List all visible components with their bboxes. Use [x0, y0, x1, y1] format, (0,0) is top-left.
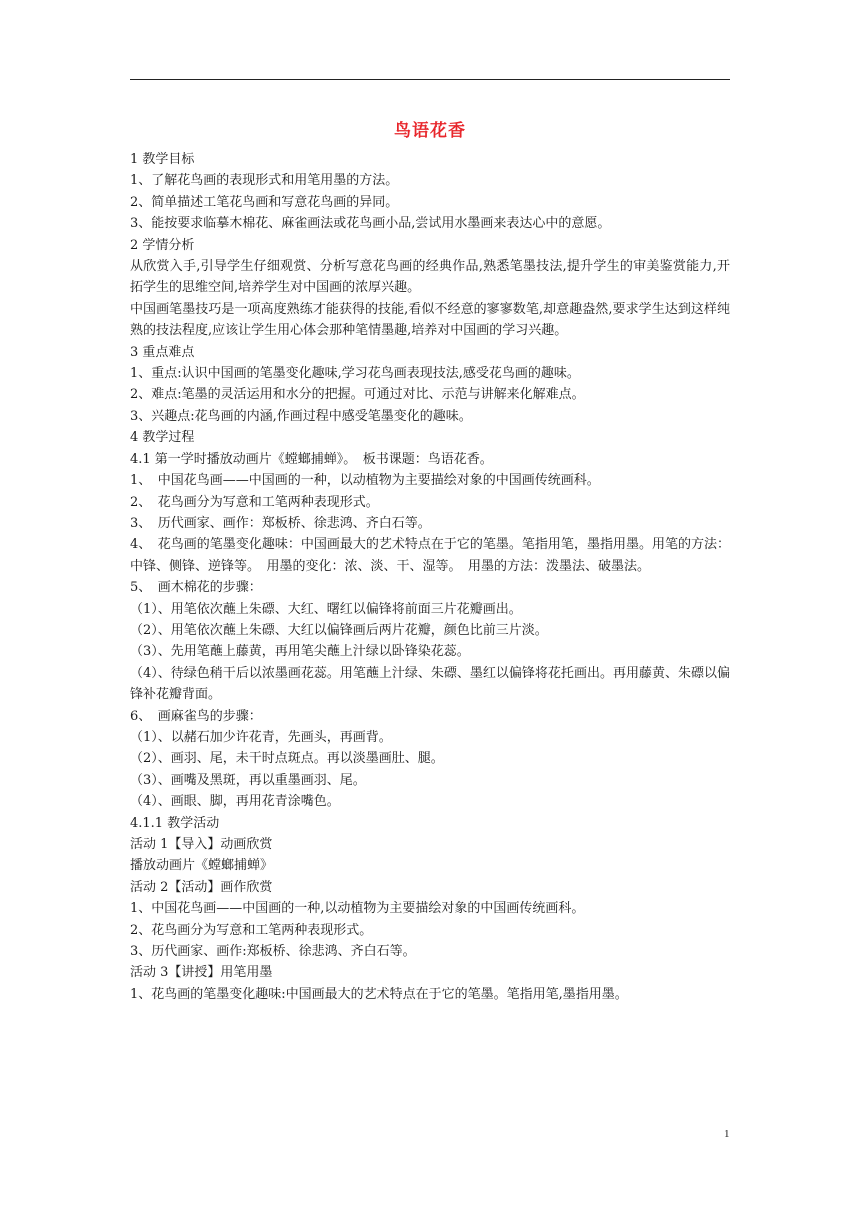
paragraph: 4.1 第一学时播放动画片《螳螂捕蝉》。 板书课题：鸟语花香。 [130, 451, 493, 467]
paragraph: 3、 历代画家、画作：郑板桥、徐悲鸿、齐白石等。 [130, 515, 431, 531]
paragraph: （4）、待绿色稍干后以浓墨画花蕊。用笔蘸上汁绿、朱磦、墨红以偏锋将花托画出。再用藤黄、朱磦以偏锋补花瓣背面。 [130, 665, 730, 703]
page-number: 1 [724, 1128, 730, 1140]
paragraph: 1、中国花鸟画——中国画的一种,以动植物为主要描绘对象的中国画传统画科。 [130, 901, 585, 917]
document-title: 鸟语花香 [394, 121, 466, 141]
paragraph: 播放动画片《螳螂捕蝉》 [130, 858, 274, 874]
paragraph: （2）、用笔依次蘸上朱磦、大红以偏锋画后两片花瓣，颜色比前三片淡。 [130, 622, 548, 638]
paragraph: 2、难点:笔墨的灵活运用和水分的把握。可通过对比、示范与讲解来化解难点。 [130, 387, 585, 403]
paragraph: （1）、用笔依次蘸上朱磦、大红、曙红以偏锋将前面三片花瓣画出。 [130, 601, 522, 617]
paragraph: 活动 2【活动】画作欣赏 [130, 879, 273, 895]
paragraph: 2、简单描述工笔花鸟画和写意花鸟画的异同。 [130, 194, 399, 210]
paragraph: 活动 1【导入】动画欣赏 [130, 837, 273, 852]
section-heading: 4 教学过程 [130, 430, 195, 446]
paragraph: 1、了解花鸟画的表现形式和用笔用墨的方法。 [130, 173, 399, 189]
section-heading: 1 教学目标 [130, 152, 195, 167]
paragraph: 从欣赏入手,引导学生仔细观赏、分析写意花鸟画的经典作品,熟悉笔墨技法,提升学生的审美鉴赏能力,开拓学生的思维空间,培养学生对中国画的浓厚兴趣。 [130, 259, 730, 296]
paragraph: 6、 画麻雀鸟的步骤： [130, 708, 262, 724]
paragraph: 3、兴趣点:花鸟画的内涵,作画过程中感受笔墨变化的趣味。 [130, 408, 472, 424]
document-body [130, 149, 730, 1005]
paragraph: （2）、画羽、尾，未干时点斑点。再以淡墨画肚、腿。 [130, 751, 444, 767]
paragraph: 2、 花鸟画分为写意和工笔两种表现形式。 [130, 494, 379, 510]
paragraph: 3、能按要求临摹木棉花、麻雀画法或花鸟画小品,尝试用水墨画来表达心中的意愿。 [130, 216, 611, 232]
header-rule [130, 79, 730, 80]
paragraph: 2、花鸟画分为写意和工笔两种表现形式。 [130, 922, 373, 938]
paragraph: （3）、先用笔蘸上藤黄，再用笔尖蘸上汁绿以卧锋染花蕊。 [130, 644, 470, 660]
paragraph: （1）、以赭石加少许花青，先画头，再画背。 [130, 729, 392, 745]
paragraph: 1、 中国花鸟画——中国画的一种，以动植物为主要描绘对象的中国画传统画科。 [130, 473, 600, 489]
paragraph: 3、历代画家、画作:郑板桥、徐悲鸿、齐白石等。 [130, 944, 416, 960]
paragraph: 活动 3【讲授】用笔用墨 [130, 965, 273, 981]
paragraph: 1、重点:认识中国画的笔墨变化趣味,学习花鸟画表现技法,感受花鸟画的趣味。 [130, 366, 580, 382]
paragraph: 5、 画木棉花的步骤： [130, 580, 262, 596]
paragraph: 1、花鸟画的笔墨变化趣味:中国画最大的艺术特点在于它的笔墨。笔指用笔,墨指用墨。 [130, 986, 628, 1002]
paragraph: 中国画笔墨技巧是一项高度熟练才能获得的技能,看似不经意的寥寥数笔,却意趣盎然,要求学生达到这样纯熟的技法程度,应该让学生用心体会那种笔情墨趣,培养对中国画的学习兴趣。 [130, 301, 730, 339]
paragraph: （4）、画眼、脚，再用花青涂嘴色。 [130, 794, 340, 810]
section-heading: 2 学情分析 [130, 237, 195, 253]
paragraph: 4、 花鸟画的笔墨变化趣味：中国画最大的艺术特点在于它的笔墨。笔指用笔，墨指用墨。用笔的方法：中锋、侧锋、逆锋等。 用墨的变化：浓、淡、干、湿等。 用墨的方法：泼墨法、破墨法。 [130, 537, 730, 574]
section-heading: 4.1.1 教学活动 [130, 815, 220, 831]
section-heading: 3 重点难点 [130, 344, 195, 360]
paragraph: （3）、画嘴及黑斑，再以重墨画羽、尾。 [130, 772, 366, 788]
